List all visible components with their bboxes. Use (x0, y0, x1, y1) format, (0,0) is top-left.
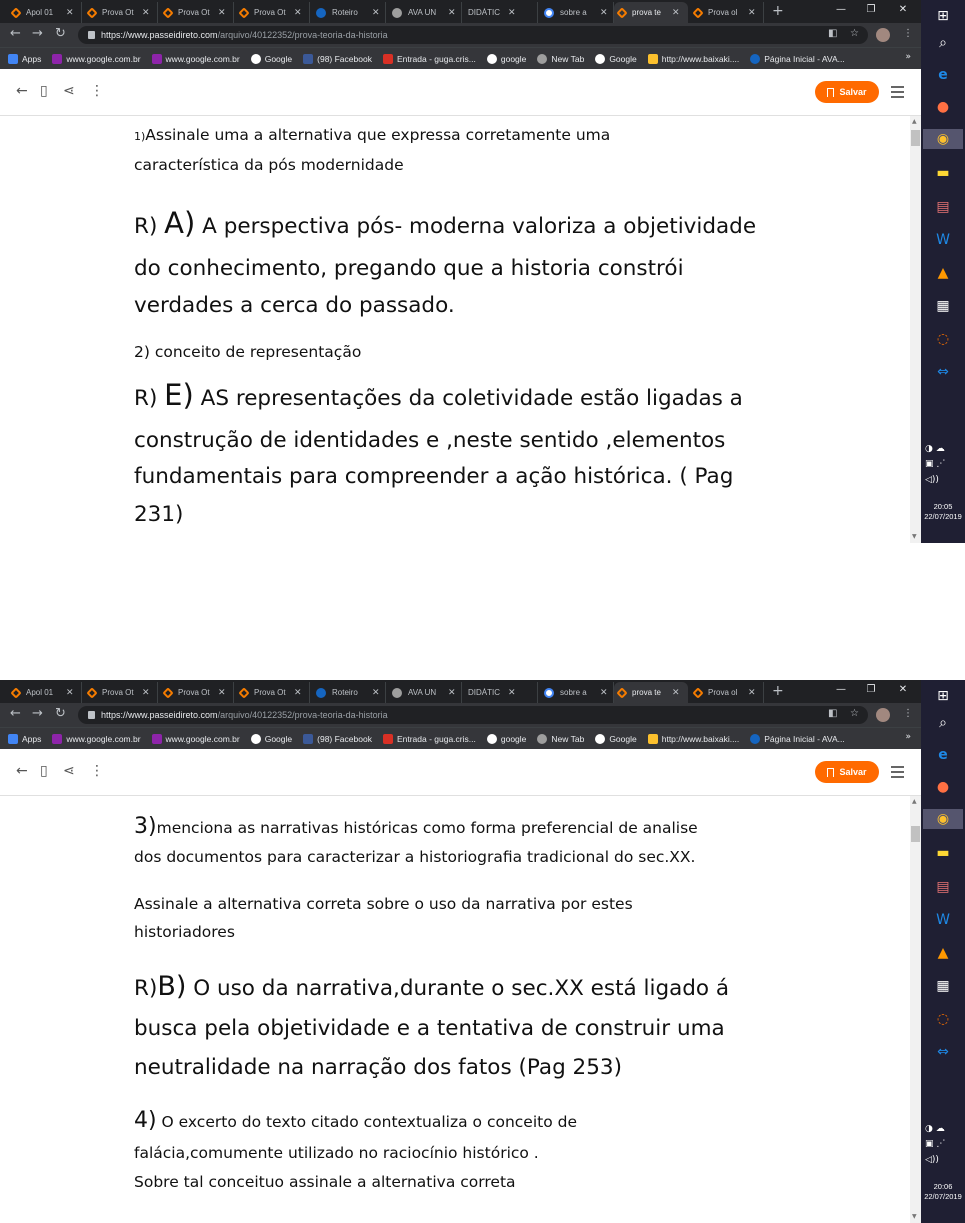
bookmark-item[interactable]: http://www.baixaki.... (648, 734, 739, 744)
bookmark-icon (152, 54, 162, 64)
star-icon[interactable]: ☆ (850, 28, 859, 39)
word-icon[interactable]: W (936, 912, 950, 928)
menu-dots-icon[interactable]: ⋮ (903, 28, 913, 39)
close-icon[interactable]: ✕ (600, 7, 608, 18)
google-icon (251, 54, 261, 64)
back-arrow-icon[interactable]: ← (16, 83, 28, 99)
hat-icon (616, 687, 627, 698)
windows-taskbar (921, 0, 965, 543)
tab-5[interactable]: Roteiro ✕ (312, 682, 386, 703)
new-tab-icon[interactable]: + (772, 3, 784, 19)
window-close-icon[interactable]: ✕ (888, 0, 918, 20)
network-icon[interactable]: ▣ ⋰ (925, 459, 946, 469)
vlc-icon[interactable]: ▲ (937, 945, 949, 961)
save-button[interactable]: Salvar (815, 81, 879, 103)
google-icon (595, 734, 605, 744)
clock-time[interactable]: 20:05 (933, 502, 953, 511)
question-4: 4) O excerto do texto citado contextualiza o conceito de (134, 1108, 578, 1133)
bookmarks-bar (0, 727, 921, 749)
google-icon (487, 734, 497, 744)
sync-icon[interactable]: ◌ (936, 1011, 950, 1027)
search-icon[interactable]: ⌕ (939, 715, 947, 731)
scrollbar[interactable] (910, 796, 921, 1223)
windows-start-icon[interactable]: ⊞ (937, 688, 949, 704)
tab-10[interactable]: Prova ol ✕ (690, 2, 764, 23)
avatar[interactable] (876, 708, 890, 722)
document-page (0, 116, 910, 543)
windows-taskbar (921, 680, 965, 1223)
uv-icon (316, 8, 326, 18)
google-icon (487, 54, 497, 64)
gmail-icon (383, 734, 393, 744)
tab-7[interactable]: DIDÁTIC ✕ (464, 2, 538, 23)
tab-2[interactable]: Prova Ot ✕ (84, 2, 158, 23)
reload-icon[interactable]: ↻ (55, 706, 66, 721)
close-icon[interactable]: ✕ (218, 687, 226, 698)
forward-icon[interactable]: → (32, 26, 43, 41)
close-icon[interactable]: ✕ (372, 687, 380, 698)
google-icon (595, 54, 605, 64)
tab-3[interactable]: Prova Ot ✕ (160, 682, 234, 703)
tab-4[interactable]: Prova Ot ✕ (236, 682, 310, 703)
bookmark-apps[interactable]: Apps (8, 734, 41, 744)
volume-icon[interactable]: ◁)) (925, 1155, 939, 1165)
tab-1[interactable]: Apol 01 ✕ (8, 2, 82, 23)
windows-start-icon[interactable]: ⊞ (937, 8, 949, 24)
mobile-icon[interactable]: ▯ (40, 763, 48, 779)
bookmarks-overflow[interactable]: » (905, 732, 911, 742)
close-icon[interactable]: ✕ (748, 687, 756, 698)
answer-2-cont: 231) (134, 502, 184, 527)
globe-icon (392, 8, 402, 18)
bookmark-item[interactable]: Google (251, 734, 292, 744)
tab-8[interactable]: sobre a ✕ (540, 2, 614, 23)
close-icon[interactable]: ✕ (66, 687, 74, 698)
back-icon[interactable]: ← (10, 706, 21, 721)
answer-3: R)B) O uso da narrativa,durante o sec.XX está ligado á (134, 971, 730, 1002)
tab-3[interactable]: Prova Ot ✕ (160, 2, 234, 23)
bookmark-item[interactable]: Google (595, 54, 636, 64)
menu-dots-icon[interactable]: ⋮ (903, 708, 913, 719)
bookmark-item[interactable]: www.google.com.br (52, 54, 140, 64)
clapper-icon[interactable]: ▦ (936, 978, 950, 994)
app-icon[interactable]: ▤ (936, 199, 950, 215)
scroll-up-icon[interactable]: ▲ (912, 118, 917, 125)
close-icon[interactable]: ✕ (448, 687, 456, 698)
hat-icon (692, 687, 703, 698)
volume-icon[interactable]: ◁)) (925, 475, 939, 485)
lock-icon (88, 31, 95, 39)
more-icon[interactable]: ⋮ (90, 763, 104, 779)
uv-icon (316, 688, 326, 698)
facebook-icon (303, 734, 313, 744)
bookmark-icon (827, 88, 834, 97)
search-icon[interactable]: ⌕ (939, 35, 947, 51)
firefox-icon[interactable]: ● (936, 99, 950, 115)
close-icon[interactable]: ✕ (672, 7, 680, 18)
mobile-icon[interactable]: ▯ (40, 83, 48, 99)
answer-2-cont: fundamentais para compreender a ação histórica. ( Pag (134, 464, 734, 489)
tray-icons[interactable]: ◑ ☁ (925, 1124, 945, 1134)
app-icon[interactable]: ▤ (936, 879, 950, 895)
scroll-thumb[interactable] (911, 826, 920, 842)
tab-8[interactable]: sobre a ✕ (540, 682, 614, 703)
site-toolbar (0, 69, 921, 116)
close-icon[interactable]: ✕ (142, 687, 150, 698)
lock-icon (88, 711, 95, 719)
close-icon[interactable]: ✕ (672, 687, 680, 698)
google-icon (251, 734, 261, 744)
folder-icon[interactable]: ▬ (936, 845, 950, 861)
question-2: 2) conceito de representação (134, 343, 362, 361)
teamviewer-icon[interactable]: ⇔ (937, 1044, 949, 1060)
new-tab-icon[interactable]: + (772, 683, 784, 699)
restore-icon[interactable]: ❐ (866, 4, 876, 15)
bookmark-item[interactable]: Página Inicial - AVA... (750, 54, 844, 64)
scroll-down-icon[interactable]: ▼ (912, 1213, 917, 1220)
answer-1-cont: verdades a cerca do passado. (134, 293, 455, 318)
back-arrow-icon[interactable]: ← (16, 763, 28, 779)
tab-10[interactable]: Prova ol ✕ (690, 682, 764, 703)
question-1-cont: característica da pós modernidade (134, 156, 404, 174)
document-page (0, 796, 910, 1223)
bookmark-icon (52, 54, 62, 64)
apps-grid-icon (8, 734, 18, 744)
tab-5[interactable]: Roteiro ✕ (312, 2, 386, 23)
vlc-icon[interactable]: ▲ (937, 265, 949, 281)
uv-icon (750, 54, 760, 64)
url-field[interactable]: https://www.passeidireto.com/arquivo/40122352/prova-teoria-da-historia (78, 26, 868, 44)
hamburger-menu-icon[interactable] (891, 766, 904, 781)
hat-icon (162, 687, 173, 698)
bookmark-item[interactable]: New Tab (537, 54, 584, 64)
apps-grid-icon (8, 54, 18, 64)
edge-icon[interactable]: e (938, 67, 948, 83)
question-3-cont: dos documentos para caracterizar a historiografia tradicional do sec.XX. (134, 848, 696, 866)
close-icon[interactable]: ✕ (748, 7, 756, 18)
close-icon[interactable]: ✕ (508, 7, 516, 18)
close-icon[interactable]: ✕ (372, 7, 380, 18)
close-icon[interactable]: ✕ (600, 687, 608, 698)
question-3: 3)menciona as narrativas históricas como forma preferencial de analise (134, 814, 698, 839)
google-icon (544, 8, 554, 18)
url-field[interactable]: https://www.passeidireto.com/arquivo/40122352/prova-teoria-da-historia (78, 706, 868, 724)
bookmarks-overflow[interactable]: » (905, 52, 911, 62)
answer-1-cont: do conhecimento, pregando que a historia constrói (134, 256, 684, 281)
bookmark-item[interactable]: Entrada - guga.cris... (383, 54, 476, 64)
baixaki-icon (648, 734, 658, 744)
bookmark-item[interactable]: Google (251, 54, 292, 64)
bookmark-icon (152, 734, 162, 744)
close-icon[interactable]: ✕ (142, 7, 150, 18)
back-icon[interactable]: ← (10, 26, 21, 41)
forward-icon[interactable]: → (32, 706, 43, 721)
bookmark-item[interactable]: google (487, 734, 527, 744)
browser-window (0, 0, 921, 543)
minimize-icon[interactable]: — (836, 4, 846, 15)
scrollbar[interactable] (910, 116, 921, 543)
hat-icon (10, 687, 21, 698)
gmail-icon (383, 54, 393, 64)
bookmark-item[interactable]: (98) Facebook (303, 734, 372, 744)
word-icon[interactable]: W (936, 232, 950, 248)
firefox-icon[interactable]: ● (936, 779, 950, 795)
chrome-icon[interactable]: ◉ (923, 809, 963, 829)
bookmark-item[interactable]: http://www.baixaki.... (648, 54, 739, 64)
hat-icon (162, 7, 173, 18)
chrome-icon[interactable]: ◉ (923, 129, 963, 149)
google-icon (544, 688, 554, 698)
translate-icon[interactable]: ◧ (828, 28, 838, 39)
bookmark-item[interactable]: (98) Facebook (303, 54, 372, 64)
answer-3-cont: busca pela objetividade e a tentativa de construir uma (134, 1016, 725, 1041)
address-bar-row (0, 23, 921, 47)
bookmark-apps[interactable]: Apps (8, 54, 41, 64)
hat-icon (238, 7, 249, 18)
bookmark-item[interactable]: google (487, 54, 527, 64)
question-4-cont: Sobre tal conceituo assinale a alternativa correta (134, 1173, 516, 1191)
translate-icon[interactable]: ◧ (828, 708, 838, 719)
window-close-icon[interactable]: ✕ (888, 680, 918, 700)
screenshot-2 (0, 680, 965, 1223)
question-3-cont: Assinale a alternativa correta sobre o uso da narrativa por estes (134, 895, 633, 913)
screenshot-1 (0, 0, 965, 543)
close-icon[interactable]: ✕ (448, 7, 456, 18)
edge-icon[interactable]: e (938, 747, 948, 763)
tab-strip (0, 0, 921, 23)
tab-2[interactable]: Prova Ot ✕ (84, 682, 158, 703)
close-icon[interactable]: ✕ (294, 687, 302, 698)
hat-icon (86, 7, 97, 18)
sync-icon[interactable]: ◌ (936, 331, 950, 347)
tab-7[interactable]: DIDÁTIC ✕ (464, 682, 538, 703)
network-icon[interactable]: ▣ ⋰ (925, 1139, 946, 1149)
bookmark-item[interactable]: Google (595, 734, 636, 744)
close-icon[interactable]: ✕ (508, 687, 516, 698)
bookmark-item[interactable]: Página Inicial - AVA... (750, 734, 844, 744)
facebook-icon (303, 54, 313, 64)
answer-1: R) A) A perspectiva pós- moderna valoriza a objetividade (134, 206, 757, 240)
more-icon[interactable]: ⋮ (90, 83, 104, 99)
share-icon[interactable]: ⋖ (63, 763, 75, 779)
clock-date[interactable]: 22/07/2019 (924, 1192, 962, 1201)
tab-1[interactable]: Apol 01 ✕ (8, 682, 82, 703)
globe-icon (537, 54, 547, 64)
site-toolbar (0, 749, 921, 796)
share-icon[interactable]: ⋖ (63, 83, 75, 99)
scroll-up-icon[interactable]: ▲ (912, 798, 917, 805)
hamburger-menu-icon[interactable] (891, 86, 904, 101)
reload-icon[interactable]: ↻ (55, 26, 66, 41)
close-icon[interactable]: ✕ (218, 7, 226, 18)
answer-2: R) E) AS representações da coletividade estão ligadas a (134, 378, 743, 412)
tab-6[interactable]: AVA UN ✕ (388, 2, 462, 23)
folder-icon[interactable]: ▬ (936, 165, 950, 181)
hat-icon (692, 7, 703, 18)
globe-icon (392, 688, 402, 698)
bookmark-item[interactable]: www.google.com.br (152, 734, 240, 744)
question-1: 1)Assinale uma a alternativa que expressa corretamente uma (134, 126, 611, 144)
teamviewer-icon[interactable]: ⇔ (937, 364, 949, 380)
bookmark-item[interactable]: Entrada - guga.cris... (383, 734, 476, 744)
question-4-cont: falácia,comumente utilizado no raciocínio histórico . (134, 1144, 539, 1162)
clock-date[interactable]: 22/07/2019 (924, 512, 962, 521)
bookmark-icon (827, 768, 834, 777)
scroll-down-icon[interactable]: ▼ (912, 533, 917, 540)
bookmark-item[interactable]: www.google.com.br (152, 54, 240, 64)
bookmark-item[interactable]: New Tab (537, 734, 584, 744)
answer-2-cont: construção de identidades e ,neste sentido ,elementos (134, 428, 726, 453)
question-3-cont: historiadores (134, 923, 235, 941)
minimize-icon[interactable]: — (836, 684, 846, 695)
star-icon[interactable]: ☆ (850, 708, 859, 719)
tray-icons[interactable]: ◑ ☁ (925, 444, 945, 454)
close-icon[interactable]: ✕ (66, 7, 74, 18)
tab-9-active[interactable]: prova te ✕ (614, 682, 688, 703)
baixaki-icon (648, 54, 658, 64)
hat-icon (86, 687, 97, 698)
hat-icon (238, 687, 249, 698)
tab-6[interactable]: AVA UN ✕ (388, 682, 462, 703)
scroll-thumb[interactable] (911, 130, 920, 146)
clapper-icon[interactable]: ▦ (936, 298, 950, 314)
tab-4[interactable]: Prova Ot ✕ (236, 2, 310, 23)
bookmarks-bar (0, 47, 921, 69)
browser-window (0, 680, 921, 1223)
hat-icon (616, 7, 627, 18)
avatar[interactable] (876, 28, 890, 42)
globe-icon (537, 734, 547, 744)
clock-time[interactable]: 20:06 (933, 1182, 953, 1191)
close-icon[interactable]: ✕ (294, 7, 302, 18)
restore-icon[interactable]: ❐ (866, 684, 876, 695)
answer-3-cont: neutralidade na narração dos fatos (Pag 253) (134, 1055, 622, 1080)
hat-icon (10, 7, 21, 18)
uv-icon (750, 734, 760, 744)
address-bar-row (0, 703, 921, 727)
tab-9-active[interactable]: prova te ✕ (614, 2, 688, 23)
save-button[interactable]: Salvar (815, 761, 879, 783)
tab-strip (0, 680, 921, 703)
bookmark-icon (52, 734, 62, 744)
bookmark-item[interactable]: www.google.com.br (52, 734, 140, 744)
